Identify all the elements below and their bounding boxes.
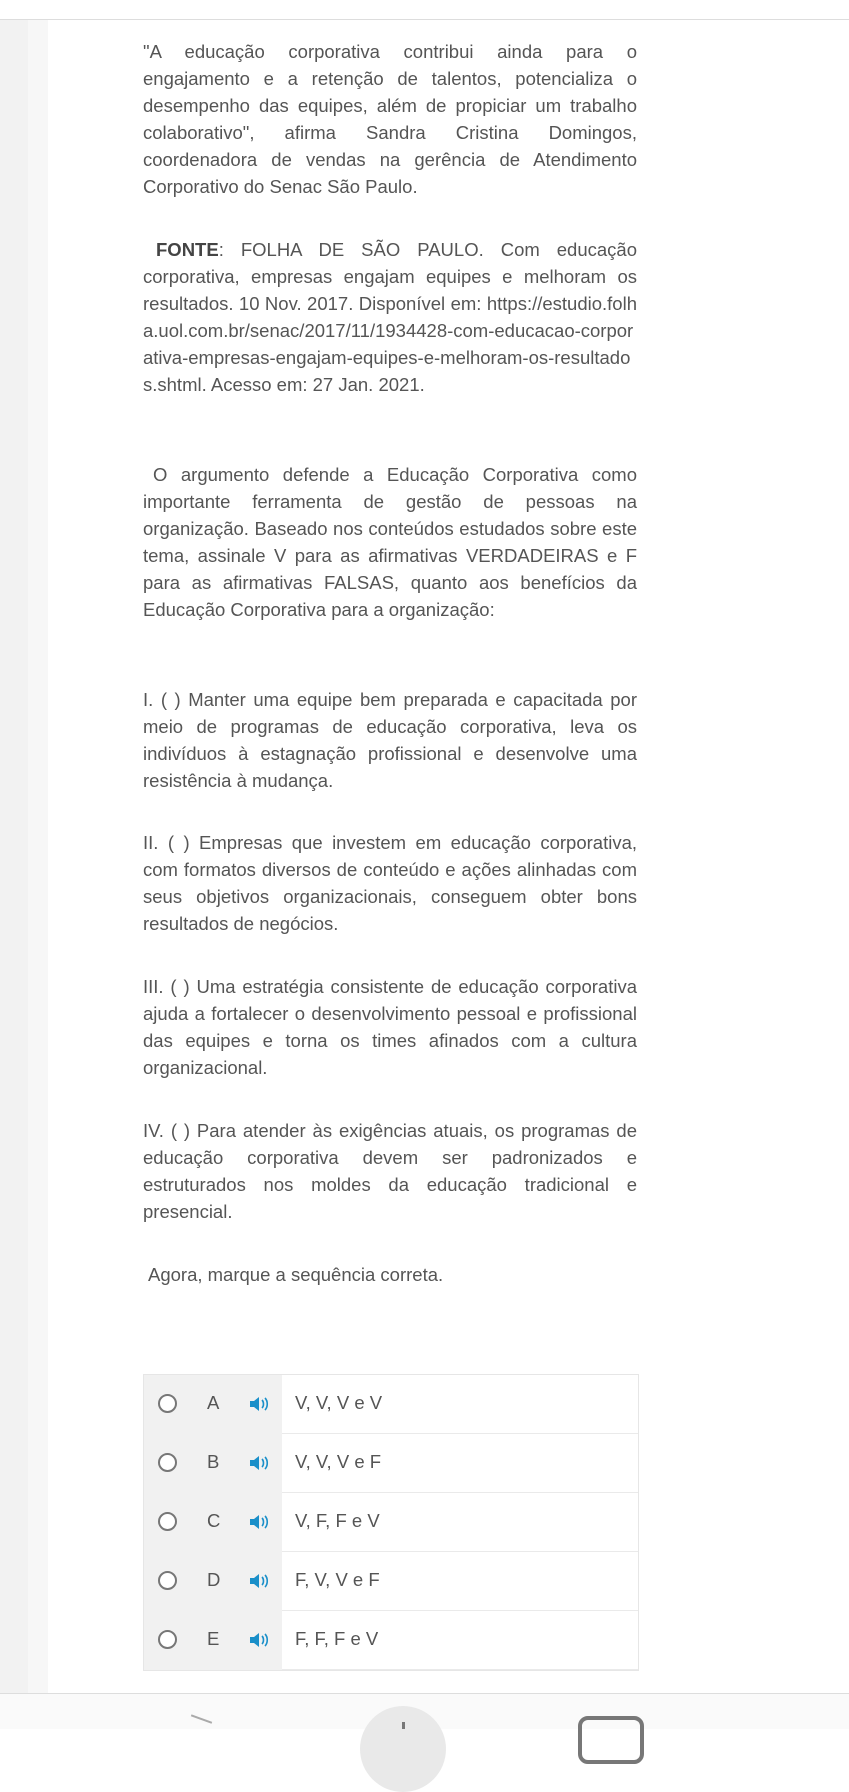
answer-cell[interactable] <box>282 1552 638 1611</box>
left-rail-inner <box>28 20 48 1693</box>
option-letter: A <box>207 1392 220 1413</box>
source-label: FONTE <box>156 239 219 260</box>
option-letter: D <box>207 1569 221 1590</box>
radio-button[interactable] <box>158 1394 177 1413</box>
statement-2: II. ( ) Empresas que investem em educação corporativa, com formatos diversos de conteúdo e ações alinhadas com seus objetivos organizacionais, conseguem obter bons resultados de negócios. <box>143 832 637 934</box>
option-text: F, F, F e V <box>295 1628 379 1649</box>
option-d[interactable] <box>144 1552 638 1611</box>
option-text: V, F, F e V <box>295 1510 380 1531</box>
option-b[interactable] <box>144 1434 638 1493</box>
radio-button[interactable] <box>158 1453 177 1472</box>
home-nav-icon <box>402 1722 405 1729</box>
home-nav-button[interactable] <box>360 1706 446 1792</box>
speaker-icon[interactable] <box>248 1395 272 1413</box>
recent-apps-icon[interactable] <box>578 1716 644 1764</box>
answer-cell[interactable] <box>282 1434 638 1493</box>
option-text: V, V, V e V <box>295 1392 383 1413</box>
statement-4: IV. ( ) Para atender às exigências atuais, os programas de educação corporativa devem ser padronizados e estruturados nos moldes da educação tradicional e presencial. <box>143 1120 637 1222</box>
answer-cell[interactable] <box>282 1611 638 1670</box>
radio-button[interactable] <box>158 1630 177 1649</box>
top-divider <box>0 19 849 20</box>
left-rail <box>0 20 28 1693</box>
option-text: F, V, V e F <box>295 1569 380 1590</box>
source-access: Acesso em: 27 Jan. 2021. <box>206 374 425 395</box>
statement-1: I. ( ) Manter uma equipe bem preparada e capacitada por meio de programas de educação corporativa, leva os indivíduos à estagnação profissional e desenvolve uma resistência à mudança. <box>143 689 637 791</box>
option-c[interactable] <box>144 1493 638 1552</box>
prompt-paragraph: O argumento defende a Educação Corporativa como importante ferramenta de gestão de pessoas na organização. Baseado nos conteúdos estudados sobre este tema, assinale V para as afirmativas VERDADEIRAS e F para as afirmativas FALSAS, quanto aos benefícios da Educação Corporativa para a organização: <box>143 464 637 620</box>
speaker-icon[interactable] <box>248 1572 272 1590</box>
option-letter: B <box>207 1451 220 1472</box>
source-text: : FOLHA DE SÃO PAULO. Com educação corporativa, empresas engajam equipes e melhoram os resultados. 10 Nov. 2017. Disponível em: <box>143 239 637 314</box>
statement-3: III. ( ) Uma estratégia consistente de educação corporativa ajuda a fortalecer o desenvolvimento pessoal e profissional das equipes e torna os times afinados com a cultura organizacional. <box>143 976 637 1078</box>
speaker-icon[interactable] <box>248 1454 272 1472</box>
source-paragraph <box>143 236 637 398</box>
option-a[interactable] <box>144 1375 638 1434</box>
speaker-icon[interactable] <box>248 1513 272 1531</box>
instruction-text: Agora, marque a sequência correta. <box>148 1264 444 1285</box>
source-url: https://estudio.folha.uol.com.br/senac/2017/11/1934428-com-educacao-corporativa-empresas-engajam-equipes-e-melhoram-os-resultados.shtml. <box>143 293 637 395</box>
quote-paragraph: "A educação corporativa contribui ainda para o engajamento e a retenção de talentos, potencializa o desempenho das equipes, além de propiciar um trabalho colaborativo", afirma Sandra Cristina Domingos, coordenadora de vendas na gerência de Atendimento Corporativo do Senac São Paulo. <box>143 41 637 197</box>
radio-button[interactable] <box>158 1571 177 1590</box>
option-letter: C <box>207 1510 221 1531</box>
speaker-icon[interactable] <box>248 1631 272 1649</box>
answer-options <box>143 1374 639 1671</box>
option-e[interactable] <box>144 1611 638 1670</box>
option-letter: E <box>207 1628 220 1649</box>
radio-button[interactable] <box>158 1512 177 1531</box>
option-text: V, V, V e F <box>295 1451 382 1472</box>
answer-cell[interactable] <box>282 1375 638 1434</box>
answer-cell[interactable] <box>282 1493 638 1552</box>
